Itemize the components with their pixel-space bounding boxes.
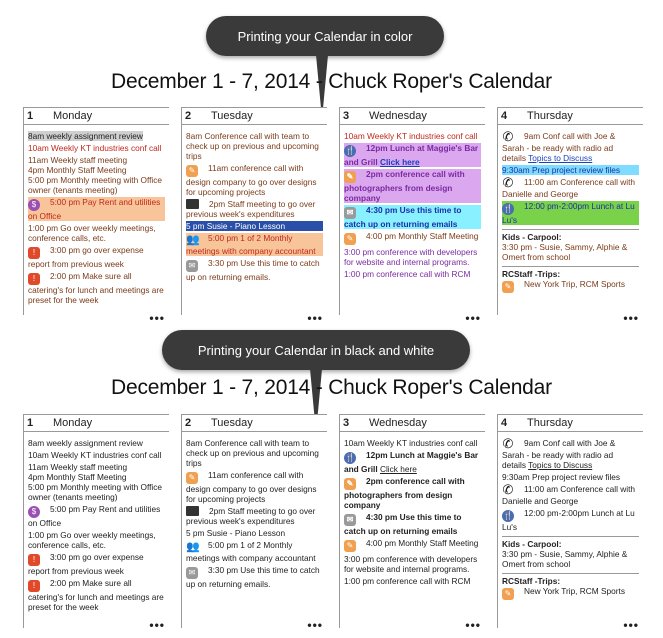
event[interactable]: 1:00 pm Go over weekly meetings, conference calls, etc.	[28, 530, 156, 550]
event[interactable]: 4pm Monthly Staff Meeting	[28, 165, 127, 175]
event[interactable]: 👥 5:00 pm 1 of 2 Monthly meetings with company accountant	[186, 233, 323, 256]
event[interactable]: 🍴 12:00 pm-2:00pm Lunch at Lu Lu's	[502, 508, 635, 532]
calendar-icon: ✎	[502, 281, 514, 293]
callout-color-text: Printing your Calendar in color	[237, 28, 413, 44]
topics-link[interactable]: Topics to Discuss	[528, 153, 593, 163]
callout-color	[206, 16, 444, 56]
calendar-title-color: December 1 - 7, 2014 - Chuck Roper's Calendar	[111, 70, 552, 93]
day-header	[24, 107, 169, 125]
fork-knife-icon: 🍴	[345, 146, 355, 155]
day-tuesday-color[interactable]	[181, 107, 327, 325]
day-name: Tuesday	[211, 417, 253, 429]
more-button[interactable]: •••	[623, 311, 639, 325]
callout-bw	[162, 330, 470, 370]
callout-bw-text: Printing your Calendar in black and white	[197, 342, 435, 358]
phone-icon: ✆	[502, 129, 514, 144]
mail-icon: ✉	[344, 207, 356, 219]
calendar-icon: ✎	[344, 171, 356, 183]
day-thursday-bw[interactable]	[497, 414, 643, 632]
more-button[interactable]: •••	[465, 311, 481, 325]
event[interactable]: ✆ 11:00 am Conference call with Danielle and George	[502, 482, 635, 506]
event[interactable]: 8am weekly assignment review	[28, 438, 143, 448]
day-number: 3	[343, 110, 350, 122]
calendar-title-bw: December 1 - 7, 2014 - Chuck Roper's Calendar	[111, 376, 552, 399]
alert-icon: !	[28, 554, 40, 566]
event[interactable]: 10am Weekly KT industries conf call	[28, 450, 162, 460]
event[interactable]: 9:30am Prep project review files	[502, 472, 621, 482]
event[interactable]: ✎ 2pm conference call with photographers from design company	[344, 476, 465, 510]
event[interactable]: 👥 5:00 pm 1 of 2 Monthly meetings with company accountant	[186, 540, 316, 563]
event[interactable]: ✎ 4:00 pm Monthly Staff Meeting	[344, 538, 481, 552]
event[interactable]: $ 5:00 pm Pay Rent and utilities on Office	[28, 197, 165, 221]
day-number: 2	[185, 110, 192, 122]
section-label: RCStaff -Trips:	[502, 573, 639, 586]
event[interactable]: $ 5:00 pm Pay Rent and utilities on Office	[28, 504, 161, 528]
calendar-icon: ✎	[344, 233, 356, 245]
event[interactable]: ✎ 2pm conference call with photographers from design company	[344, 169, 481, 203]
click-here-link[interactable]: Click here	[379, 464, 417, 474]
click-here-link[interactable]: Click here	[379, 157, 420, 167]
day-number: 4	[501, 417, 508, 429]
event[interactable]: 11am Weekly staff meeting	[28, 155, 128, 165]
day-tuesday-bw[interactable]	[181, 414, 327, 632]
event[interactable]: 9:30am Prep project review files	[502, 165, 639, 175]
fork-knife-icon: 🍴	[503, 511, 513, 520]
event[interactable]: ✉ 3:30 pm Use this time to catch up on returning emails.	[186, 565, 320, 589]
day-name: Wednesday	[369, 110, 427, 122]
day-name: Monday	[53, 110, 93, 122]
day-number: 2	[185, 417, 192, 429]
event[interactable]: 3:00 pm conference with developers for website and internal programs.	[344, 247, 478, 267]
event[interactable]: ✉ 3:30 pm Use this time to catch up on returning emails.	[186, 258, 320, 282]
phone-icon: ✆	[502, 482, 514, 497]
mail-icon: ✉	[186, 260, 198, 272]
event[interactable]: ! 2:00 pm Make sure all catering's for lunch and meetings are preset for the week	[28, 271, 164, 305]
day-wednesday-bw[interactable]	[339, 414, 485, 632]
money-icon: $	[28, 506, 40, 518]
event[interactable]: 4pm Monthly Staff Meeting	[28, 472, 127, 482]
people-icon: 👥	[186, 234, 200, 246]
alert-icon: !	[28, 580, 40, 592]
calendar-icon: ✎	[186, 165, 198, 177]
more-button[interactable]: •••	[149, 618, 165, 632]
calendar-icon: ✎	[186, 472, 198, 484]
event[interactable]: 2pm Staff meeting to go over previous week's expenditures	[186, 199, 316, 219]
event[interactable]: 5 pm Susie - Piano Lesson	[186, 221, 323, 231]
event[interactable]: 3:30 pm - Susie, Sammy, Alphie & Omert from school	[502, 549, 628, 569]
day-number: 1	[27, 417, 34, 429]
day-header	[498, 414, 643, 432]
event[interactable]: 5:00 pm Monthly meeting with Office owner (tenants meeting)	[28, 175, 163, 195]
day-number: 4	[501, 110, 508, 122]
day-header	[340, 107, 485, 125]
mail-icon: ✉	[186, 567, 198, 579]
event[interactable]: 5 pm Susie - Piano Lesson	[186, 528, 286, 538]
phone-icon: ✆	[502, 436, 514, 451]
calendar-icon: ✎	[344, 478, 356, 490]
more-button[interactable]: •••	[307, 618, 323, 632]
mail-icon: ✉	[344, 514, 356, 526]
event[interactable]: ✎ 11am conference call with design company to go over designs for upcoming projects	[186, 470, 317, 504]
day-name: Monday	[53, 417, 93, 429]
section-label: Kids - Carpool:	[502, 536, 639, 549]
day-name: Wednesday	[369, 417, 427, 429]
day-header	[182, 107, 327, 125]
fork-knife-icon: 🍴	[345, 453, 355, 462]
section-label: RCStaff -Trips:	[502, 266, 639, 279]
event[interactable]: 10am Weekly KT industries conf call	[344, 131, 478, 141]
event[interactable]: 8am Conference call with team to check up on previous and upcoming trips	[186, 131, 319, 161]
event[interactable]: 3:30 pm - Susie, Sammy, Alphie & Omert from school	[502, 242, 628, 262]
event[interactable]: ✆ 9am Conf call with Joe & Sarah - be ready with radio ad details Topics to Discuss	[502, 436, 616, 470]
day-number: 3	[343, 417, 350, 429]
event[interactable]: 2pm Staff meeting to go over previous week's expenditures	[186, 506, 316, 526]
event[interactable]: ✎ New York Trip, RCM Sports	[502, 586, 639, 600]
event[interactable]: 1:00 pm conference call with RCM	[344, 269, 471, 279]
people-icon: 👥	[186, 541, 200, 553]
alert-icon: !	[28, 273, 40, 285]
calendar-icon: ✎	[502, 588, 514, 600]
event[interactable]: 11am Weekly staff meeting	[28, 462, 128, 472]
alert-icon: !	[28, 247, 40, 259]
section-label: Kids - Carpool:	[502, 229, 639, 242]
more-button[interactable]: •••	[149, 311, 165, 325]
event[interactable]: ✆ 9am Conf call with Joe & Sarah - be ready with radio ad details Topics to Discuss	[502, 129, 616, 163]
day-name: Tuesday	[211, 110, 253, 122]
day-number: 1	[27, 110, 34, 122]
day-wednesday-color[interactable]	[339, 107, 485, 325]
day-header	[24, 414, 169, 432]
day-header	[498, 107, 643, 125]
fork-knife-icon: 🍴	[503, 204, 513, 213]
event[interactable]: 1:00 pm conference call with RCM	[344, 576, 471, 586]
event[interactable]: ! 2:00 pm Make sure all catering's for lunch and meetings are preset for the week	[28, 578, 164, 612]
monitor-icon	[186, 199, 199, 209]
event[interactable]: 5:00 pm Monthly meeting with Office owner (tenants meeting)	[28, 482, 163, 502]
more-button[interactable]: •••	[465, 618, 481, 632]
event[interactable]: 3:00 pm conference with developers for website and internal programs.	[344, 554, 478, 574]
event[interactable]: ✎ 4:00 pm Monthly Staff Meeting	[344, 231, 481, 245]
day-monday-bw[interactable]	[23, 414, 169, 632]
money-icon: $	[28, 199, 40, 211]
day-monday-color[interactable]	[23, 107, 169, 325]
more-button[interactable]: •••	[307, 311, 323, 325]
day-name: Thursday	[527, 417, 573, 429]
day-name: Thursday	[527, 110, 573, 122]
day-thursday-color[interactable]	[497, 107, 643, 325]
event[interactable]: ✎ 11am conference call with design company to go over designs for upcoming projects	[186, 163, 317, 197]
event[interactable]: 10am Weekly KT industries conf call	[344, 438, 478, 448]
event[interactable]: 10am Weekly KT industries conf call	[28, 143, 162, 153]
topics-link[interactable]: Topics to Discuss	[528, 460, 593, 470]
event[interactable]: 🍴 12pm Lunch at Maggie's Bar and Grill Click here	[344, 450, 479, 474]
event[interactable]: ! 3:00 pm go over expense report from previous week	[28, 245, 144, 269]
event[interactable]: ✎ New York Trip, RCM Sports	[502, 279, 639, 293]
event[interactable]: 🍴 12:00 pm-2:00pm Lunch at Lu Lu's	[502, 201, 639, 225]
phone-icon: ✆	[502, 175, 514, 190]
more-button[interactable]: •••	[623, 618, 639, 632]
day-header	[340, 414, 485, 432]
event[interactable]: 1:00 pm Go over weekly meetings, conference calls, etc.	[28, 223, 156, 243]
calendar-icon: ✎	[344, 540, 356, 552]
event[interactable]: ! 3:00 pm go over expense report from previous week	[28, 552, 144, 576]
event[interactable]: 🍴 12pm Lunch at Maggie's Bar and Grill Click here	[344, 143, 481, 167]
event[interactable]: ✉ 4:30 pm Use this time to catch up on returning emails	[344, 205, 481, 229]
event[interactable]: 8am Conference call with team to check up on previous and upcoming trips	[186, 438, 319, 468]
event[interactable]: ✉ 4:30 pm Use this time to catch up on returning emails	[344, 512, 462, 536]
monitor-icon	[186, 506, 199, 516]
day-header	[182, 414, 327, 432]
event[interactable]: 8am weekly assignment review	[28, 131, 143, 141]
event[interactable]: ✆ 11:00 am Conference call with Danielle and George	[502, 175, 635, 199]
